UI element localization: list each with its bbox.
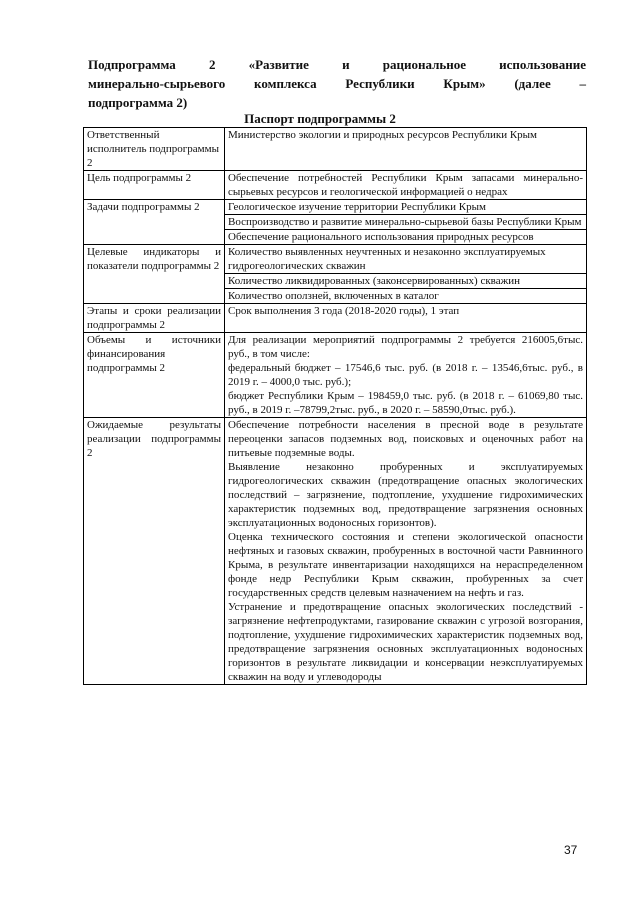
indicator-item: Количество ликвидированных (законсервированных) скважин (225, 274, 587, 289)
indicator-item: Количество выявленных неучтенных и незаконно эксплуатируемых гидрогеологических скважин (225, 245, 587, 274)
row-value (225, 333, 587, 418)
passport-title: Паспорт подпрограммы 2 (244, 111, 396, 126)
passport-table (83, 127, 587, 685)
subprogram-heading (88, 55, 586, 112)
task-item: Воспроизводство и развитие минерально-сырьевой базы Республики Крым (225, 215, 587, 230)
task-item: Геологическое изучение территории Республики Крым (225, 200, 587, 215)
row-value: Министерство экологии и природных ресурсов Республики Крым (225, 128, 587, 171)
row-value: Обеспечение потребностей Республики Крым запасами минерально-сырьевых ресурсов и геологической информацией о недрах (225, 171, 587, 200)
row-label: Ответственный исполнитель подпрограммы 2 (84, 128, 225, 171)
result-paragraph: Обеспечение потребности населения в пресной воде в результате переоценки запасов подземных вод, поисковых и оценочных работ на питьевые подземные воды. (228, 419, 583, 459)
table-row-indicators (84, 245, 587, 274)
task-item: Обеспечение рационального использования природных ресурсов (225, 230, 587, 245)
table-row-tasks (84, 200, 587, 215)
row-label: Целевые индикаторы и показатели подпрограммы 2 (84, 245, 225, 304)
page-number: 37 (564, 843, 578, 857)
row-label: Объемы и источники финансирования подпрограммы 2 (84, 333, 225, 418)
funding-federal: федеральный бюджет – 17546,6 тыс. руб. (в 2018 г. – 13546,6тыс. руб., в 2019 г. – 4000,0 тыс. руб.); (228, 362, 583, 388)
row-label: Цель подпрограммы 2 (84, 171, 225, 200)
row-value: Срок выполнения 3 года (2018-2020 годы), 1 этап (225, 304, 587, 333)
table-row-goal (84, 171, 587, 200)
row-label: Ожидаемые результаты реализации подпрограммы 2 (84, 418, 225, 685)
row-label: Задачи подпрограммы 2 (84, 200, 225, 245)
result-paragraph: Выявление незаконно пробуренных и эксплуатируемых гидрогеологических скважин (предотвращение опасных экологических последствий – загрязнение, подтопление, ухудшение гидрохимических характеристик подземных вод, предотвращение загрязнения основных эксплуатационных водоносных горизонтов). (228, 461, 583, 529)
heading-line-2: минерально-сырьевого комплекса Республики Крым» (далее – (88, 76, 586, 91)
result-paragraph: Оценка технического состояния и степени экологической опасности нефтяных и газовых скважин, пробуренных в восточной части Равнинного Крыма, в результате инвентаризации находящихся на нераспределенном фонде недр Республики Крым скважин, пробуренных за счет государственных средств целевым назначением на нефть и газ. (228, 531, 583, 599)
indicator-item: Количество оползней, включенных в каталог (225, 289, 587, 304)
result-paragraph: Устранение и предотвращение опасных экологических последствий - загрязнение нефтепродуктами, газирование скважин с угрозой возгорания, подтопление, ухудшение гидрохимических характеристик подземных вод, предотвращение загрязнения основных эксплуатационных водоносных горизонтов в результате ликвидации и консервации неэксплуатируемых скважин на воду и углеводороды (228, 601, 583, 683)
table-row-executor (84, 128, 587, 171)
row-value (225, 418, 587, 685)
heading-line-1: Подпрограмма 2 «Развитие и рациональное использование (88, 57, 586, 72)
table-row-funding (84, 333, 587, 418)
funding-total: Для реализации мероприятий подпрограммы 2 требуется 216005,6тыс. руб., в том числе: (228, 334, 583, 360)
row-label: Этапы и сроки реализации подпрограммы 2 (84, 304, 225, 333)
table-row-stages (84, 304, 587, 333)
funding-regional: бюджет Республики Крым – 198459,0 тыс. руб. (в 2018 г. – 61069,80 тыс. руб., в 2019 г. –78799,2тыс. руб., в 2020 г. – 58590,0тыс. руб.). (228, 390, 583, 416)
heading-line-3: подпрограмма 2) (88, 95, 188, 110)
table-row-results (84, 418, 587, 685)
